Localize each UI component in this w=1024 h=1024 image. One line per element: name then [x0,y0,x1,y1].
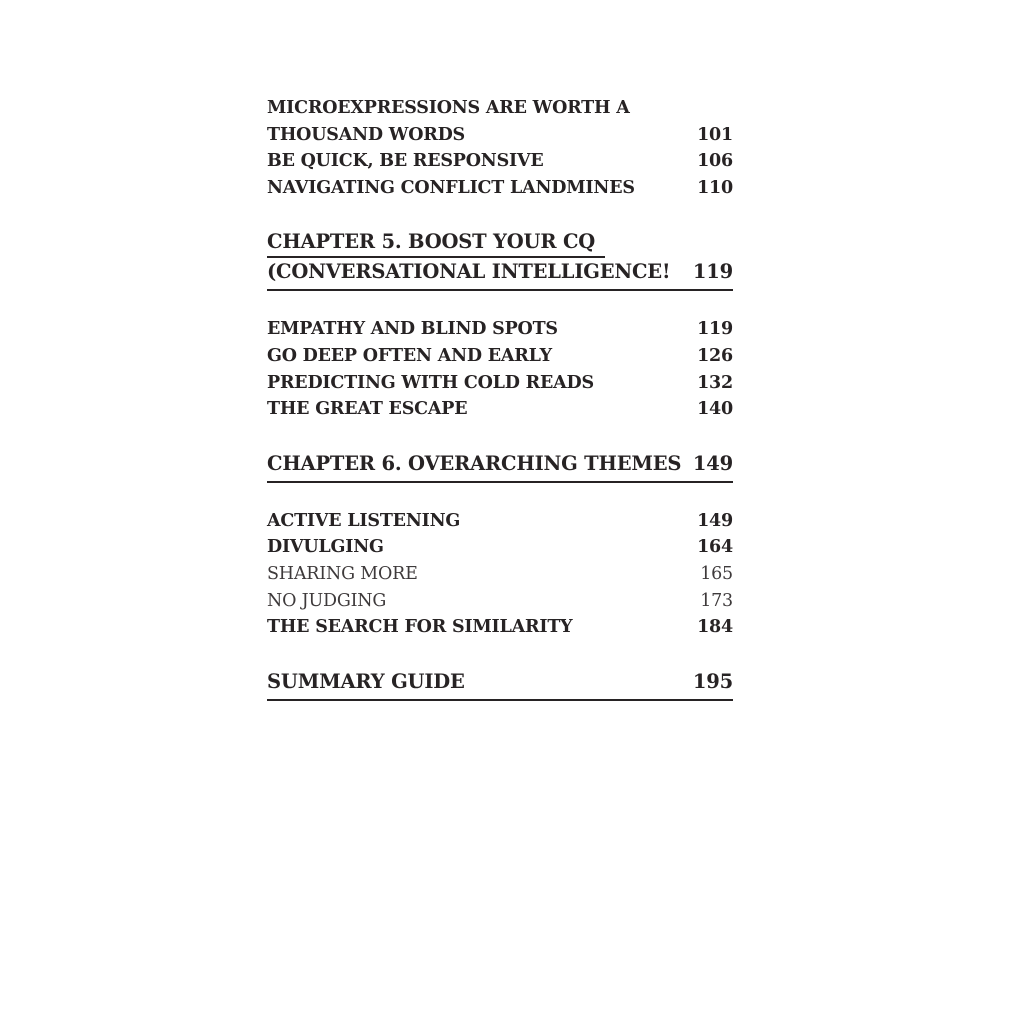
toc-chapter-heading-label: CHAPTER 6. OVERARCHING THEMES [267,451,682,475]
toc-entry-label: PREDICTING WITH COLD READS [267,372,594,393]
toc-entry [267,396,733,423]
toc-chapter-heading-label: SUMMARY GUIDE [267,669,465,693]
toc-entry [267,508,733,535]
toc-chapter-heading-line2 [267,258,733,291]
toc-entry [267,343,733,370]
toc-subentry-page-number: 173 [700,590,733,611]
toc-chapter-heading-6 [267,450,733,483]
toc-chapter-heading-label: CHAPTER 5. BOOST YOUR CQ [267,229,605,258]
toc-entry-label: THE GREAT ESCAPE [267,399,468,420]
toc-entry-label: EMPATHY AND BLIND SPOTS [267,319,558,340]
toc-entry-page-number: 132 [697,372,733,393]
toc-entry [267,148,733,175]
toc-entry [267,614,733,641]
toc-subentry-label: SHARING MORE [267,563,418,584]
toc-chapter-page-number: 119 [692,260,733,284]
toc-entry-label: ACTIVE LISTENING [267,510,461,531]
toc-entry [267,534,733,561]
toc-chapter-heading-label: (CONVERSATIONAL INTELLIGENCE! [267,260,671,284]
toc-entry-page-number: 149 [697,510,733,531]
toc-entry-label: BE QUICK, BE RESPONSIVE [267,151,544,172]
toc-entry-page-number: 164 [697,537,733,558]
toc-chapter-heading-5 [267,228,733,291]
toc-entry-page-number: 101 [697,124,733,145]
toc-entry-label: MICROEXPRESSIONS ARE WORTH A THOUSAND WORDS [267,98,630,145]
toc-entry-page-number: 119 [697,319,733,340]
toc-entry-label: DIVULGING [267,537,384,558]
toc-chapter-page-number: 195 [692,669,733,693]
toc-subentry-page-number: 165 [700,563,733,584]
toc-subentry [267,588,733,615]
toc-entry-label: GO DEEP OFTEN AND EARLY [267,345,552,366]
toc-subentry [267,561,733,588]
toc-chapter-page-number: 149 [692,451,733,475]
toc-entry [267,175,733,202]
toc-entry-label: NAVIGATING CONFLICT LANDMINES [267,177,635,198]
toc-chapter-heading-line [267,450,733,483]
toc-entry [267,95,733,148]
toc-entry [267,316,733,343]
toc-page [267,95,733,726]
toc-chapter-heading-line [267,668,733,701]
toc-entry-page-number: 110 [697,177,733,198]
toc-chapter-heading-line1 [267,228,733,258]
toc-entry-page-number: 140 [697,399,733,420]
toc-entry [267,370,733,397]
toc-summary-guide-heading [267,668,733,701]
toc-entry-page-number: 106 [697,151,733,172]
toc-subentry-label: NO JUDGING [267,590,387,611]
toc-entry-page-number: 184 [697,617,733,638]
toc-entry-page-number: 126 [697,345,733,366]
toc-entry-label: THE SEARCH FOR SIMILARITY [267,617,573,638]
